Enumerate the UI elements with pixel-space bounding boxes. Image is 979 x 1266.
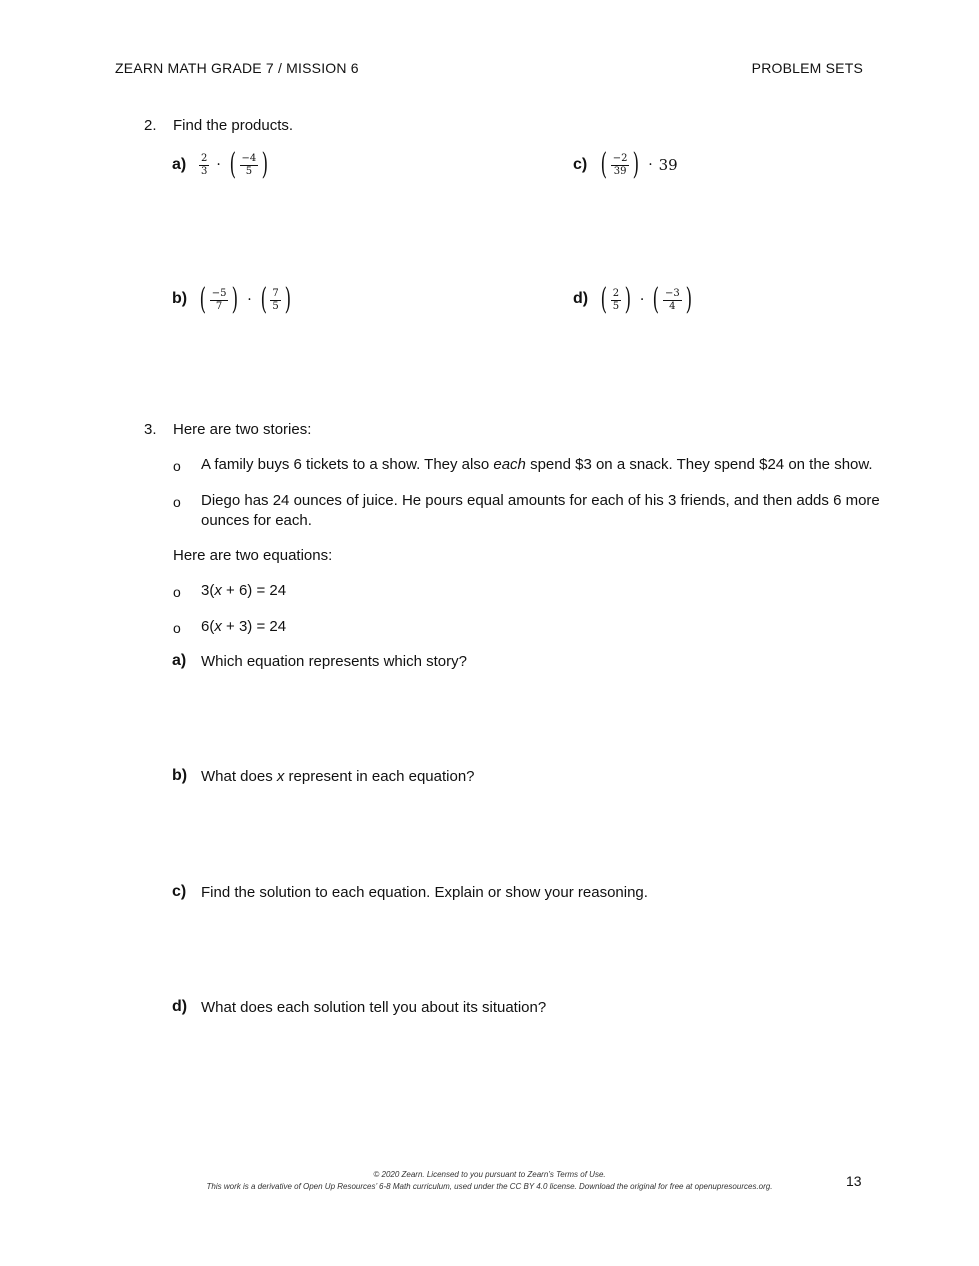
q2a-label: a) bbox=[172, 156, 187, 173]
q2-number: 2. bbox=[144, 117, 157, 134]
q2-prompt: Find the products. bbox=[173, 117, 294, 134]
q3c-text: Find the solution to each equation. Explain or show your reasoning. bbox=[201, 884, 648, 901]
q3b-label: b) bbox=[172, 767, 188, 784]
q3b-text: What does x represent in each equation? bbox=[201, 768, 475, 785]
q2d-expression: ( $\frac{2}{5}$ ) · ( $\frac{-3}{4}$ ) bbox=[600, 282, 692, 317]
story-2-line-2: ounces for each. bbox=[201, 512, 312, 529]
fraction: $\frac{-2}{39}$ bbox=[612, 152, 628, 177]
fraction: $\frac{2}{3}$ bbox=[201, 152, 208, 177]
q3-intro: Here are two stories: bbox=[173, 421, 312, 438]
q2b-expression: ( $\frac{-5}{7}$ ) · ( $\frac{7}{5}$ ) bbox=[199, 282, 291, 317]
story-2-line-1: Diego has 24 ounces of juice. He pours equal amounts for each of his 3 friends, and then adds 6 more bbox=[201, 492, 880, 509]
q3a-text: Which equation represents which story? bbox=[201, 653, 467, 670]
q3d-text: What does each solution tell you about its situation? bbox=[201, 999, 547, 1016]
q2d-label: d) bbox=[573, 290, 589, 307]
q2a-expression: $\frac{2}{3}$ · ( $\frac{-4}{5}$ ) bbox=[201, 147, 269, 182]
equations-intro: Here are two equations: bbox=[173, 547, 333, 564]
q3-number: 3. bbox=[144, 421, 157, 438]
page-number: 13 bbox=[846, 1173, 862, 1189]
equation-1: 3(x + 6) = 24 bbox=[201, 582, 287, 599]
bullet-icon: o bbox=[173, 494, 181, 510]
q2b-label: b) bbox=[172, 290, 188, 307]
bullet-icon: o bbox=[173, 620, 181, 636]
fraction: $\frac{-4}{5}$ bbox=[241, 152, 257, 177]
q2c-expression: ( $\frac{-2}{39}$ ) · 39 bbox=[600, 147, 678, 182]
bullet-icon: o bbox=[173, 584, 181, 600]
footer-copyright: © 2020 Zearn. Licensed to you pursuant to Zearn’s Terms of Use. bbox=[373, 1170, 606, 1179]
q3c-label: c) bbox=[172, 883, 187, 900]
fraction: $\frac{7}{5}$ bbox=[272, 287, 279, 312]
footer-license: This work is a derivative of Open Up Resources’ 6-8 Math curriculum, used under the CC BY 4.0 license. Download the original for free at openupresources.org. bbox=[206, 1182, 773, 1191]
fraction: $\frac{2}{5}$ bbox=[612, 287, 620, 312]
header-section: PROBLEM SETS bbox=[751, 60, 863, 76]
q2c-label: c) bbox=[573, 156, 588, 173]
fraction: $\frac{-3}{4}$ bbox=[664, 287, 680, 312]
q3a-label: a) bbox=[172, 652, 187, 669]
header-title: ZEARN MATH GRADE 7 / MISSION 6 bbox=[115, 60, 359, 76]
bullet-icon: o bbox=[173, 458, 181, 474]
q3d-label: d) bbox=[172, 998, 188, 1015]
fraction: $\frac{-5}{7}$ bbox=[211, 287, 227, 312]
equation-2: 6(x + 3) = 24 bbox=[201, 618, 287, 635]
story-1: A family buys 6 tickets to a show. They also each spend $3 on a snack. They spend $24 on the show. bbox=[201, 456, 873, 473]
